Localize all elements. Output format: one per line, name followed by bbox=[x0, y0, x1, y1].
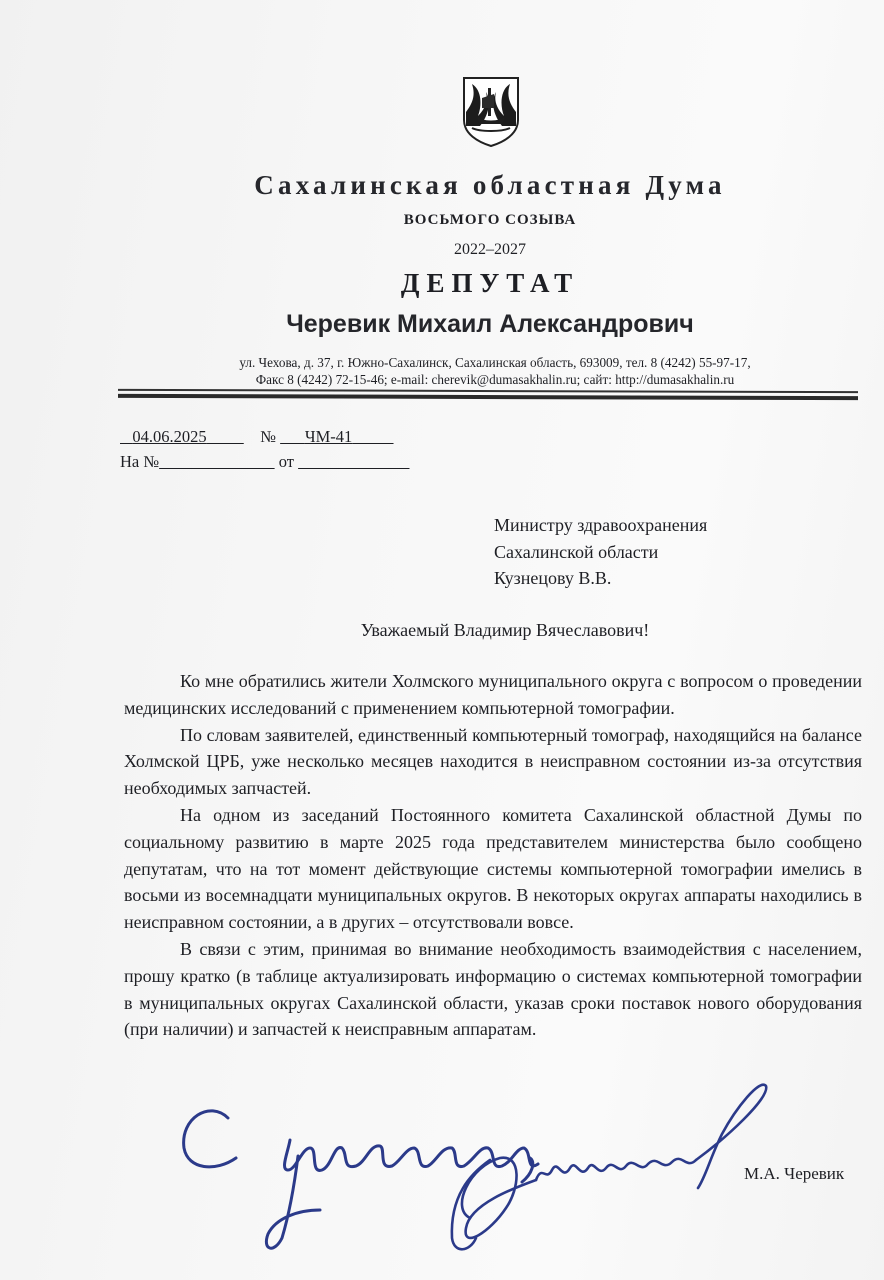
handwritten-closing bbox=[184, 1111, 538, 1248]
registration-date: 04.06.2025 bbox=[132, 427, 207, 446]
body-paragraph-1: Ко мне обратились жители Холмского муниципального округа с вопросом о проведении медицинских исследований с применением компьютерной томографии. bbox=[124, 671, 862, 718]
reply-from-label: от bbox=[278, 452, 294, 471]
reply-number-blank bbox=[159, 452, 275, 471]
address-line-1: ул. Чехова, д. 37, г. Южно-Сахалинск, Сахалинская область, 693009, тел. 8 (4242) 55-97-17, bbox=[239, 355, 751, 370]
registration-date-field bbox=[120, 427, 244, 446]
registration-number-field bbox=[280, 427, 393, 446]
address-line-2: Факс 8 (4242) 72-15-46; e-mail: cherevik@dumasakhalin.ru; сайт: http://dumasakhalin.ru bbox=[255, 372, 735, 387]
letterhead-title: ДЕПУТАТ bbox=[400, 268, 580, 298]
convocation-years: 2022–2027 bbox=[454, 241, 526, 258]
reply-date-blank bbox=[298, 452, 409, 471]
reply-number-label: На № bbox=[120, 452, 160, 471]
sakhalin-coat-of-arms-icon bbox=[458, 76, 524, 148]
registration-number: ЧМ-41 bbox=[304, 427, 353, 446]
recipient-block bbox=[494, 512, 707, 592]
contact-details bbox=[150, 354, 840, 388]
convocation: ВОСЬМОГО СОЗЫВА bbox=[403, 212, 577, 228]
body-paragraph-2: По словам заявителей, единственный компьютерный томограф, находящийся на балансе Холмской ЦРБ, уже несколько месяцев находится в неисправном состоянии из-за отсутствия необходимых запчастей. bbox=[124, 724, 862, 799]
body-paragraph-4: В связи с этим, принимая во внимание необходимость взаимодействия с населением, прошу кратко (в таблице актуализировать информацию о системах компьютерной томографии в муниципальных округах Сахалинской области, указав сроки поставок нового оборудования (при наличии) и запчастей к неисправным аппаратам. bbox=[124, 938, 862, 1040]
organization-name: Сахалинская областная Дума bbox=[254, 170, 726, 200]
deputy-name: Черевик Михаил Александрович bbox=[286, 310, 694, 338]
recipient-line-2: Сахалинской области bbox=[494, 541, 659, 562]
registration-number-label: № bbox=[260, 427, 276, 446]
signatory-name: М.А. Черевик bbox=[744, 1164, 845, 1183]
recipient-line-3: Кузнецову В.В. bbox=[494, 568, 612, 588]
header-divider-thick bbox=[118, 394, 858, 400]
recipient-line-1: Министру здравоохранения bbox=[494, 515, 708, 535]
letter-body bbox=[124, 668, 862, 1043]
reply-line bbox=[120, 452, 409, 472]
handwritten-closing-and-signature bbox=[170, 1078, 780, 1268]
registration-line bbox=[120, 427, 394, 447]
body-paragraph-3: На одном из заседаний Постоянного комитета Сахалинской областной Думы по социальному развитию в марте 2025 года представителем министерства было сообщено депутатам, что на тот момент действующие системы компьютерной томографии имелись в восьми из восемнадцати муниципальных округов. В некоторых округах аппараты находились в неисправном состоянии, а в других – отсутствовали вовсе. bbox=[124, 804, 862, 933]
greeting: Уважаемый Владимир Вячеславович! bbox=[360, 620, 650, 640]
header-divider-thin bbox=[118, 389, 858, 393]
